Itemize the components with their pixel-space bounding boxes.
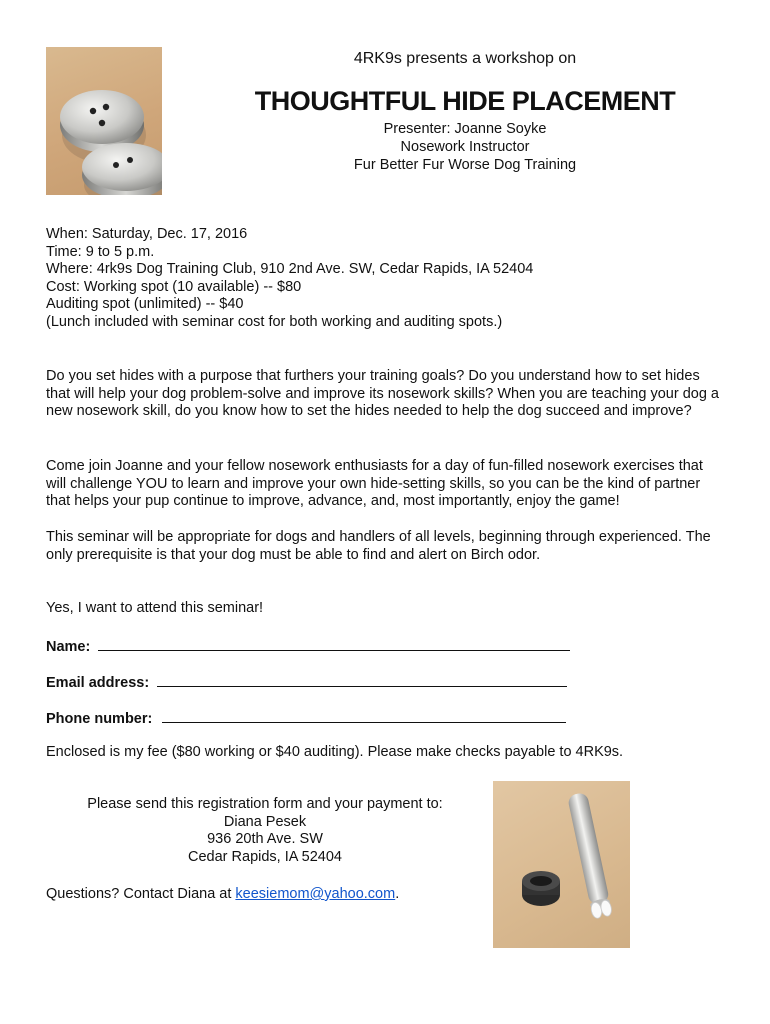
scent-tins-photo [46, 47, 162, 195]
presenter-role: Nosework Instructor [400, 139, 530, 155]
questions-text: Questions? Contact Diana at [46, 886, 236, 902]
event-details [46, 226, 726, 331]
workshop-intro: 4RK9s presents a workshop on [353, 50, 577, 67]
phone-label: Phone number: [46, 711, 153, 727]
description-paragraph-1: Do you set hides with a purpose that furthers your training goals? Do you understand how to set hides that will help your dog problem-solve and improve its nosework skills? When you are teaching your dog a new nosework skill, do you know how to set the hides needed to help the dog succeed and improve? [46, 368, 719, 419]
description-paragraph-3: This seminar will be appropriate for dogs and handlers of all levels, beginning through experienced. The only prerequisite is that your dog must be able to find and alert on Birch odor. [46, 529, 711, 563]
workshop-title: THOUGHTFUL HIDE PLACEMENT [254, 86, 676, 116]
mailing-instructions [60, 796, 470, 866]
registration-intro: Yes, I want to attend this seminar! [46, 600, 264, 616]
email-row [46, 672, 726, 693]
recipient-name: Diana Pesek [223, 813, 307, 830]
mailing-intro: Please send this registration form and your payment to: [87, 796, 443, 812]
description-paragraph-2: Come join Joanne and your fellow nosework enthusiasts for a day of fun-filled nosework exercises that will challenge YOU to learn and improve your own hide-setting skills, so you can be the kind of partner that helps your pup continue to improve, advance, and, most importantly, enjoy the game! [46, 458, 703, 509]
recipient-city: Cedar Rapids, IA 52404 [188, 848, 342, 865]
recipient-street: 936 20th Ave. SW [207, 831, 323, 847]
name-field[interactable] [98, 636, 570, 651]
name-label: Name: [46, 639, 91, 655]
event-date: When: Saturday, Dec. 17, 2016 [46, 226, 248, 242]
auditing-cost: Auditing spot (unlimited) -- $40 [46, 296, 244, 312]
questions-period: . [395, 886, 400, 902]
event-time: Time: 9 to 5 p.m. [46, 243, 155, 260]
name-row [46, 636, 726, 657]
contact-email-link[interactable]: keesiemom@yahoo.com [235, 886, 396, 902]
lunch-note: (Lunch included with seminar cost for both working and auditing spots.) [46, 313, 503, 330]
questions-line [46, 886, 486, 904]
phone-row [46, 708, 726, 729]
presenter-organization: Fur Better Fur Worse Dog Training [353, 157, 577, 173]
phone-field[interactable] [162, 708, 566, 723]
scent-tube-photo [493, 781, 630, 948]
working-cost: Cost: Working spot (10 available) -- $80 [46, 278, 302, 295]
event-location: Where: 4rk9s Dog Training Club, 910 2nd Ave. SW, Cedar Rapids, IA 52404 [46, 261, 534, 277]
email-label: Email address: [46, 675, 150, 691]
presenter-info [200, 120, 730, 174]
fee-statement: Enclosed is my fee ($80 working or $40 auditing). Please make checks payable to 4RK9s. [46, 744, 624, 760]
email-field[interactable] [157, 672, 567, 687]
presenter-name: Presenter: Joanne Soyke [383, 121, 547, 137]
